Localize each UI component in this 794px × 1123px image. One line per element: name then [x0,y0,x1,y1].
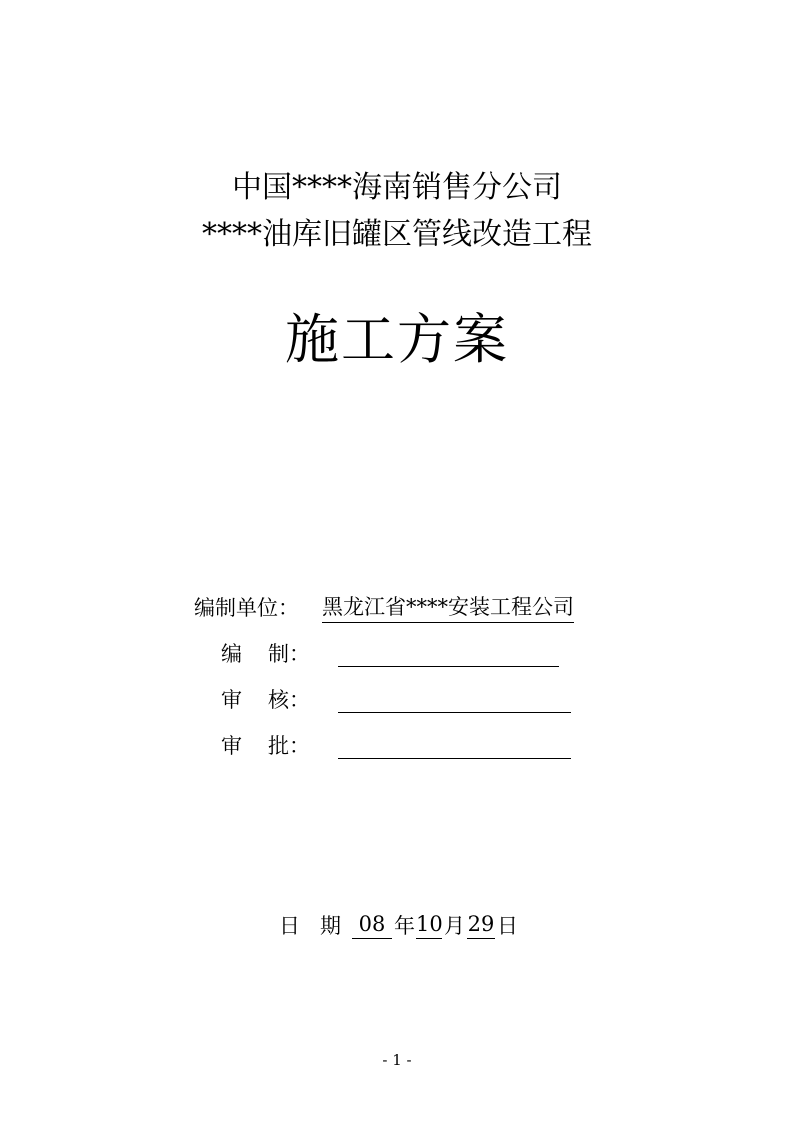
reviewed-label-a: 审 [221,688,242,712]
header-project: ****油库旧罐区管线改造工程 [202,217,592,252]
date-label-a: 日 [279,914,300,938]
date-year-unit: 年 [394,914,415,938]
reviewed-signature-line [338,712,571,713]
document-title: 施工方案 [285,308,509,371]
date-row [0,910,794,942]
prepared-signature-line [338,666,559,667]
prepared-row [0,638,794,670]
approved-row [0,730,794,762]
date-month: 10 [416,910,442,939]
header-company: 中国****海南销售分公司 [232,170,562,205]
approved-label-a: 审 [221,734,242,758]
date-month-unit: 月 [444,914,465,938]
approved-label-b: 批： [268,734,310,758]
page-number: - 1 - [382,1051,412,1069]
org-value: 黑龙江省****安装工程公司 [322,592,574,623]
date-label-b: 期 [320,914,341,938]
date-day-unit: 日 [497,914,518,938]
prepared-label-a: 编 [221,642,242,666]
prepared-label-b: 制： [268,642,310,666]
date-day: 29 [467,910,495,939]
org-row [0,592,794,624]
approved-signature-line [338,758,571,759]
reviewed-row [0,684,794,716]
date-year: 08 [352,910,392,939]
org-label: 编制单位： [194,596,299,620]
reviewed-label-b: 核： [268,688,310,712]
